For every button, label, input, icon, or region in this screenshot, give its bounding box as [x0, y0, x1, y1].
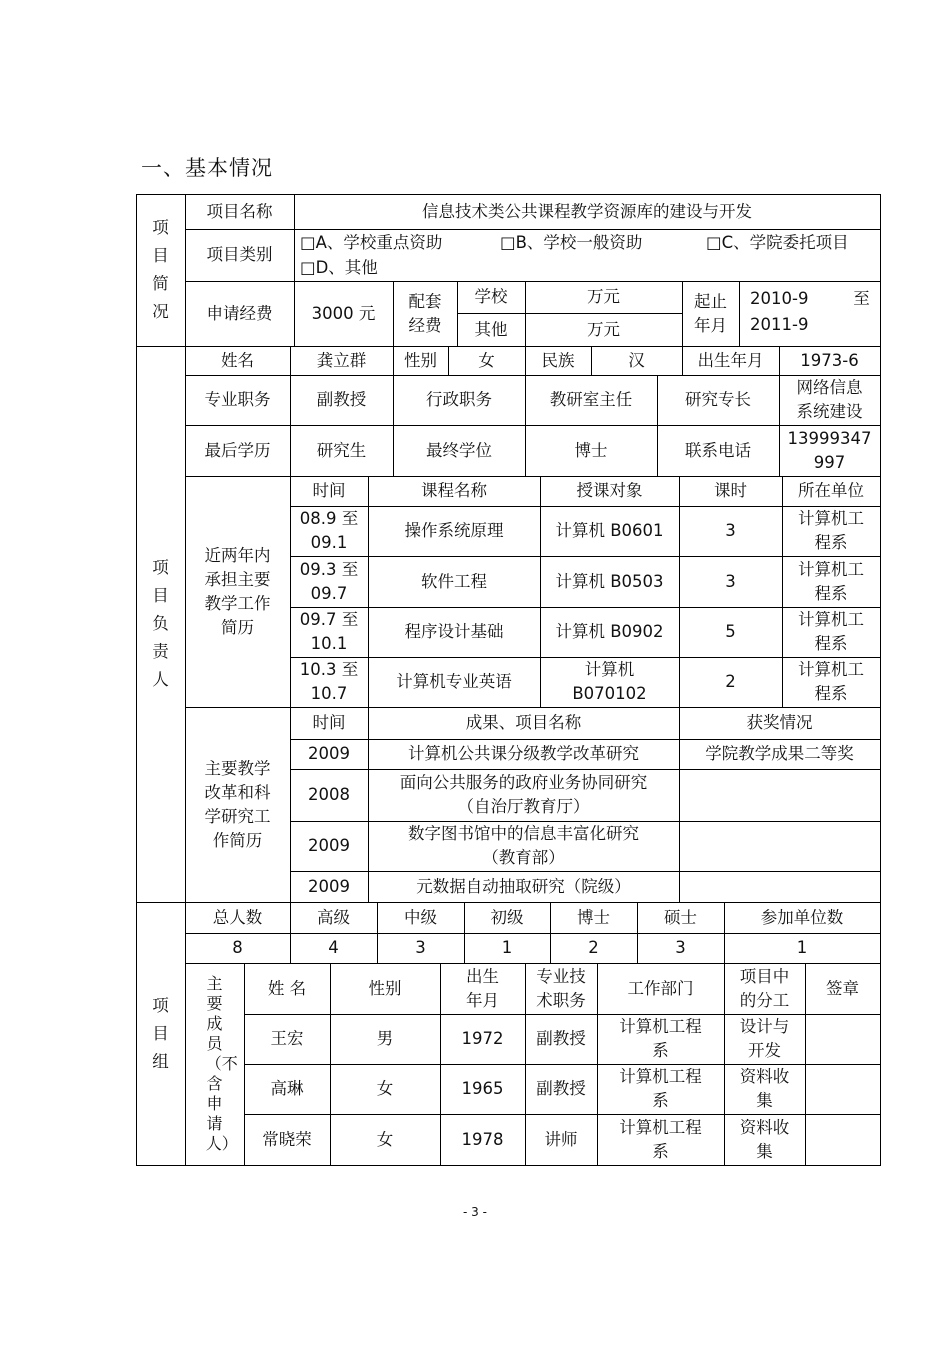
- teaching-header: 所在单位: [798, 481, 864, 500]
- leader-gender: 女: [478, 350, 495, 370]
- research-cell: [679, 769, 880, 821]
- teaching-cell: 软件工程: [421, 571, 487, 591]
- teaching-cell: 5: [725, 622, 736, 641]
- research-header: 获奖情况: [746, 713, 813, 732]
- period-start: 2010-9: [750, 289, 809, 308]
- teaching-cell: 操作系统原理: [404, 521, 504, 540]
- period-to: 至: [853, 289, 870, 308]
- teaching-cell: 计算机工 程系: [798, 660, 864, 703]
- leader-admin-label: 行政职务: [426, 390, 492, 409]
- page-number: - 3 -: [463, 1205, 487, 1219]
- other-fund-value: 万元: [587, 319, 620, 339]
- leader-phone: 13999347 997: [787, 428, 872, 472]
- member-signature: [805, 1014, 880, 1064]
- teaching-cell: 计算机工 程系: [798, 559, 864, 603]
- leader-specialty-label: 研究专长: [685, 390, 751, 409]
- research-year: 2009: [308, 744, 350, 763]
- leader-name: 龚立群: [316, 350, 367, 370]
- research-label: 主要教学 改革和科 学研究工 作简历: [204, 758, 271, 850]
- team-section-label: [136, 902, 185, 1165]
- project-name-value: 信息技术类公共课程教学资源库的建设与开发: [422, 201, 752, 221]
- teaching-cell: 3: [725, 571, 736, 591]
- teaching-period: 09.7 至 10.1: [299, 610, 359, 653]
- project-section-label-text: 项目简况: [152, 218, 169, 321]
- teaching-period: 09.3 至 09.7: [299, 559, 359, 603]
- leader-phone-label: 联系电话: [685, 440, 751, 460]
- member-cell: 常晓荣: [262, 1129, 312, 1149]
- project-section-label: [136, 194, 185, 346]
- team-count-header: 高级: [317, 907, 350, 927]
- teaching-cell: 计算机工 程系: [798, 610, 864, 653]
- school-fund-label: 学校: [474, 287, 508, 306]
- member-signature: [805, 1114, 880, 1165]
- leader-ethnic: 汉: [628, 350, 645, 370]
- team-count-header: 博士: [577, 907, 610, 927]
- team-count-value: 3: [675, 938, 686, 957]
- research-header: 成果、项目名称: [465, 713, 582, 732]
- member-signature: [805, 1064, 880, 1114]
- member-cell: 1978: [461, 1129, 504, 1149]
- member-cell: 计算机工程 系: [619, 1017, 702, 1060]
- member-cell: 王宏: [270, 1029, 304, 1048]
- section-heading: 一、基本情况: [141, 156, 273, 180]
- teaching-header: 课时: [714, 481, 747, 500]
- member-cell: 副教授: [536, 1079, 586, 1098]
- member-cell: 副教授: [536, 1029, 586, 1048]
- team-section-label-text: 项目组: [152, 995, 169, 1071]
- teaching-period: 10.3 至 10.7: [299, 660, 359, 703]
- leader-section-label-text: 项目负责人: [152, 558, 169, 689]
- leader-section-label: [136, 346, 185, 902]
- team-count-header: 总人数: [212, 907, 263, 927]
- leader-degree-label: 最终学位: [426, 440, 492, 460]
- leader-title: 副教授: [316, 390, 367, 409]
- teaching-cell: 计算机专业英语: [396, 672, 512, 691]
- member-cell: 资料收 集: [739, 1067, 790, 1110]
- teaching-cell: 计算机工 程系: [798, 509, 864, 552]
- fund-label: 申请经费: [206, 303, 273, 323]
- table-rule: [136, 1165, 881, 1166]
- member-cell: 女: [376, 1129, 394, 1149]
- team-count-value: 3: [415, 938, 426, 957]
- member-header: 出生 年月: [466, 966, 499, 1010]
- leader-birth-label: 出生年月: [697, 350, 764, 370]
- team-count-value: 8: [232, 938, 243, 957]
- matching-fund-label: 配套 经费: [408, 291, 442, 335]
- school-fund-value: 万元: [587, 287, 620, 306]
- teaching-cell: 计算机 B0902: [555, 622, 664, 641]
- member-cell: 计算机工程 系: [619, 1117, 702, 1161]
- leader-admin: 教研室主任: [549, 390, 633, 409]
- member-cell: 讲师: [544, 1129, 578, 1149]
- member-header: 姓 名: [267, 978, 307, 998]
- project-category-label: 项目类别: [206, 245, 273, 264]
- team-count-header: 参加单位数: [760, 907, 844, 927]
- table-rule: [880, 194, 881, 1166]
- leader-ethnic-label: 民族: [541, 350, 575, 370]
- category-option: □C、学院委托项目: [706, 233, 849, 252]
- member-cell: 1965: [461, 1079, 504, 1098]
- member-header: 工作部门: [627, 978, 694, 998]
- research-cell: 面向公共服务的政府业务协同研究 （自治厅教育厅）: [399, 773, 648, 816]
- leader-degree: 博士: [574, 440, 608, 460]
- category-option: □B、学校一般资助: [500, 233, 643, 252]
- teaching-label: 近两年内 承担主要 教学工作 简历: [204, 545, 271, 637]
- leader-birth: 1973-6: [800, 350, 859, 370]
- table-rule: [739, 281, 740, 346]
- teaching-header: 时间: [312, 481, 346, 500]
- team-count-header: 初级: [490, 907, 524, 927]
- team-count-value: 4: [328, 938, 339, 957]
- teaching-cell: 计算机 B0503: [555, 571, 664, 591]
- research-cell: 元数据自动抽取研究（院级）: [416, 876, 631, 896]
- member-cell: 男: [376, 1029, 394, 1048]
- period-end: 2011-9: [750, 315, 809, 334]
- team-count-value: 1: [796, 938, 808, 957]
- category-option: □A、学校重点资助: [300, 233, 443, 252]
- leader-edu: 研究生: [316, 440, 367, 460]
- fund-value: 3000 元: [311, 303, 376, 323]
- research-header: 时间: [312, 713, 346, 732]
- leader-specialty: 网络信息 系统建设: [796, 378, 863, 421]
- member-cell: 资料收 集: [739, 1117, 790, 1161]
- teaching-cell: 程序设计基础: [404, 622, 504, 641]
- research-cell: 数字图书馆中的信息丰富化研究 （教育部）: [408, 824, 639, 867]
- research-cell: [679, 871, 880, 902]
- members-label: [185, 963, 244, 1165]
- teaching-cell: 计算机 B070102: [572, 660, 647, 703]
- teaching-cell: 2: [725, 672, 736, 691]
- member-header: 项目中 的分工: [739, 966, 790, 1010]
- team-count-value: 2: [588, 938, 599, 957]
- member-cell: 设计与 开发: [739, 1017, 790, 1060]
- research-year: 2009: [308, 836, 350, 855]
- leader-gender-label: 性别: [404, 350, 437, 370]
- leader-edu-label: 最后学历: [204, 440, 271, 460]
- member-cell: 计算机工程 系: [619, 1067, 702, 1110]
- member-header: 专业技 术职务: [536, 966, 586, 1010]
- research-year: 2008: [308, 785, 350, 804]
- teaching-cell: 计算机 B0601: [555, 521, 664, 540]
- period-label: 起止 年月: [694, 291, 727, 335]
- leader-name-label: 姓名: [221, 350, 254, 370]
- leader-title-label: 专业职务: [204, 390, 271, 409]
- research-cell: 学院教学成果二等奖: [705, 744, 854, 763]
- member-header: 签章: [826, 978, 859, 998]
- team-count-header: 中级: [404, 907, 437, 927]
- member-cell: 高琳: [270, 1079, 304, 1098]
- members-label-text: 主要成员（不含申请人）: [205, 974, 238, 1153]
- other-fund-label: 其他: [474, 319, 508, 339]
- member-cell: 女: [376, 1079, 394, 1098]
- research-cell: [679, 821, 880, 871]
- teaching-cell: 3: [725, 521, 736, 540]
- team-count-header: 硕士: [664, 907, 697, 927]
- teaching-period: 08.9 至 09.1: [299, 509, 359, 552]
- member-header: 性别: [368, 978, 402, 998]
- member-cell: 1972: [461, 1029, 504, 1048]
- research-cell: 计算机公共课分级教学改革研究: [408, 744, 639, 763]
- category-option: □D、其他: [300, 258, 378, 277]
- team-count-value: 1: [501, 938, 513, 957]
- research-year: 2009: [308, 876, 350, 896]
- project-name-label: 项目名称: [206, 201, 273, 221]
- teaching-header: 授课对象: [576, 481, 643, 500]
- teaching-header: 课程名称: [421, 481, 487, 500]
